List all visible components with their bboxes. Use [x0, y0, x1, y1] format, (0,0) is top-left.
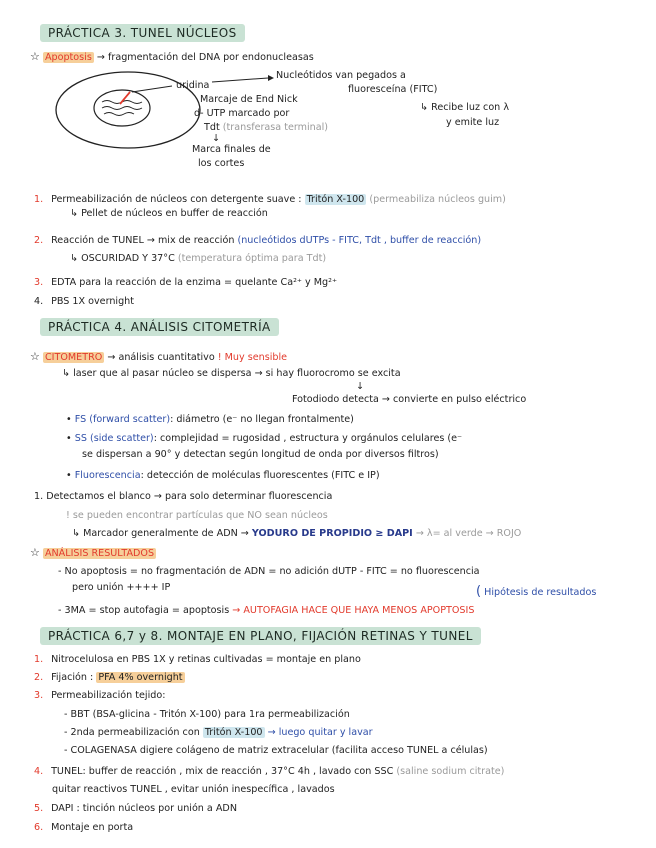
tdt-label: Tdt — [204, 122, 220, 133]
bullet-icon: • — [66, 470, 72, 481]
practica4-heading: PRÁCTICA 4. ANÁLISIS CITOMETRÍA — [40, 318, 279, 336]
p678-step-2 — [34, 672, 185, 683]
ss-line — [66, 433, 462, 444]
arrow-line — [212, 78, 268, 82]
laser-arrow: ↓ — [356, 381, 365, 392]
step-text: Permeabilización de núcleos con detergente suave : — [51, 194, 302, 205]
star-icon: ☆ — [30, 350, 40, 363]
tdt-grey-note: (transferasa terminal) — [222, 122, 329, 133]
citometro-def: → análisis cuantitativo — [107, 352, 215, 363]
fluor-term: Fluorescencia — [74, 470, 141, 481]
uridina-label: uridina — [176, 80, 210, 91]
p678-step-1 — [34, 654, 361, 665]
apoptosis-term: Apoptosis — [44, 52, 92, 63]
nucleotidos-line2: fluoresceína (FITC) — [348, 84, 438, 95]
arrow-head — [268, 75, 274, 81]
citometro-term: CITOMETRO — [44, 352, 103, 363]
res2-red-text: → AUTOFAGIA HACE QUE HAYA MENOS APOPTOSIS — [232, 605, 475, 616]
fluor-def: : detección de moléculas fluorescentes (FITC e IP) — [140, 470, 380, 481]
p4-step-1: 1. Detectamos el blanco → para solo determinar fluorescencia — [34, 491, 333, 502]
dna-strand — [104, 113, 134, 116]
warn-text: ! se pueden encontrar partículas que NO sean núcleos — [66, 510, 328, 521]
lambda-note: → λ= al verde → ROJO — [415, 528, 522, 539]
marcador-text: ↳ Marcador generalmente de ADN → — [72, 528, 249, 539]
bullet-icon: • — [66, 414, 72, 425]
p3-step-3 — [34, 277, 337, 288]
step-blue-note: (nucleótidos dUTPs - FITC, Tdt , buffer de reacción) — [237, 235, 482, 246]
ss-def: : complejidad = rugosidad , estructura y orgánulos celulares (e⁻ — [153, 433, 463, 444]
marca-line2: los cortes — [198, 158, 245, 169]
step-text: Permeabilización tejido: — [51, 690, 166, 701]
step-highlight: PFA 4% overnight — [98, 672, 183, 683]
step-text: Montaje en porta — [51, 822, 134, 833]
res1-line1: - No apoptosis = no fragmentación de ADN = no adición dUTP - FITC = no fluorescencia — [58, 566, 480, 577]
warn-line — [66, 510, 328, 521]
step-number: 3. — [34, 277, 44, 288]
hipotesis-note: ( Hipótesis de resultados — [476, 584, 597, 599]
p678-step-4-sub: quitar reactivos TUNEL , evitar unión inespecífica , lavados — [52, 784, 335, 795]
practica3-heading: PRÁCTICA 3. TUNEL NÚCLEOS — [40, 24, 245, 42]
p678-step-5 — [34, 803, 237, 814]
fs-def: : diámetro (e⁻ no llegan frontalmente) — [170, 414, 354, 425]
step-grey-note: (temperatura óptima para Tdt) — [177, 253, 327, 264]
laser-line: ↳ laser que al pasar núcleo se dispersa → si hay fluorocromo se excita — [62, 368, 401, 379]
p678-step-3-sub3: - COLAGENASA digiere colágeno de matriz extracelular (facilita acceso TUNEL a células) — [64, 745, 488, 756]
step-number: 4. — [34, 296, 44, 307]
star-icon: ☆ — [30, 546, 40, 559]
marca-line1: Marca finales de — [192, 144, 271, 155]
step-sub-text: ↳ OSCURIDAD Y 37°C — [70, 253, 175, 264]
citometro-line — [30, 350, 287, 363]
marcaje-line2: d- UTP marcado por — [194, 108, 290, 119]
p3-step-2 — [34, 235, 481, 246]
step-number: 5. — [34, 803, 44, 814]
p678-step-3-sub2 — [64, 727, 373, 738]
apoptosis-line — [30, 50, 314, 63]
p3-step-1 — [34, 194, 506, 205]
ss-term: SS (side scatter) — [74, 433, 154, 444]
res1-line2: pero unión ++++ IP — [72, 582, 171, 593]
step-text: Fijación : — [51, 672, 94, 683]
recibe-line1: ↳ Recibe luz con λ — [420, 102, 509, 113]
hipotesis-text: Hipótesis de resultados — [484, 587, 597, 598]
step-grey-note: (saline sodium citrate) — [396, 766, 505, 777]
step-text: DAPI : tinción núcleos por unión a ADN — [51, 803, 237, 814]
p3-step-4 — [34, 296, 134, 307]
p3-step-2-sub — [70, 253, 326, 264]
step-number: 6. — [34, 822, 44, 833]
resultados-line — [30, 546, 156, 559]
recibe-line2: y emite luz — [446, 117, 500, 128]
p3-step-1-sub: ↳ Pellet de núcleos en buffer de reacción — [70, 208, 268, 219]
fs-line — [66, 414, 354, 425]
step-sub-text: - 2nda permeabilización con — [64, 727, 200, 738]
fluor-line — [66, 470, 380, 481]
marcador-line — [72, 528, 521, 539]
p678-step-4 — [34, 766, 504, 777]
step-highlight: Tritón X-100 — [204, 727, 263, 738]
resultados-heading: ANÁLISIS RESULTADOS — [44, 548, 155, 559]
nucleotidos-line1: Nucleótidos van pegados a — [276, 70, 406, 81]
marcaje-line3 — [204, 122, 328, 133]
step-grey-note: (permeabiliza núcleos guim) — [369, 194, 506, 205]
ss-line2: se dispersan a 90° y detectan según longitud de onda por diversos filtros) — [82, 449, 439, 460]
star-icon: ☆ — [30, 50, 40, 63]
step-text: PBS 1X overnight — [51, 296, 135, 307]
fs-term: FS (forward scatter) — [74, 414, 171, 425]
bullet-icon: • — [66, 433, 72, 444]
fotodiodo-line: Fotodiodo detecta → convierte en pulso eléctrico — [292, 394, 527, 405]
yoduro-text: YODURO DE PROPIDIO ≥ DAPI — [251, 528, 413, 539]
p678-step-3-sub1: - BBT (BSA-glicina - Tritón X-100) para 1ra permeabilización — [64, 709, 350, 720]
practica678-heading: PRÁCTICA 6,7 y 8. MONTAJE EN PLANO, FIJACIÓN RETINAS Y TUNEL — [40, 627, 481, 645]
step-text: Nitrocelulosa en PBS 1X y retinas cultivadas = montaje en plano — [51, 654, 361, 665]
muy-sensible-note: ! Muy sensible — [217, 352, 288, 363]
step-number: 2. — [34, 235, 44, 246]
step-text: EDTA para la reacción de la enzima = quelante Ca²⁺ y Mg²⁺ — [51, 277, 338, 288]
apoptosis-def: → fragmentación del DNA por endonucleasas — [96, 52, 314, 63]
step-blue-note: → luego quitar y lavar — [267, 727, 373, 738]
p678-step-3 — [34, 690, 165, 701]
step-number: 1. — [34, 654, 44, 665]
step-text: TUNEL: buffer de reacción , mix de reacción , 37°C 4h , lavado con SSC — [51, 766, 394, 777]
marcaje-arrow: ↓ — [212, 133, 221, 144]
res2-text: - 3MA = stop autofagia = apoptosis — [58, 605, 230, 616]
step-number: 3. — [34, 690, 44, 701]
step-number: 1. — [34, 194, 44, 205]
res2-line — [58, 605, 474, 616]
dna-strand — [102, 107, 142, 110]
step-highlight: Tritón X-100 — [306, 194, 365, 205]
step-number: 2. — [34, 672, 44, 683]
step-number: 4. — [34, 766, 44, 777]
step-text: Reacción de TUNEL → mix de reacción — [51, 235, 235, 246]
fitc-mark — [120, 92, 130, 104]
p678-step-6 — [34, 822, 133, 833]
marcaje-line1: Marcaje de End Nick — [200, 94, 298, 105]
